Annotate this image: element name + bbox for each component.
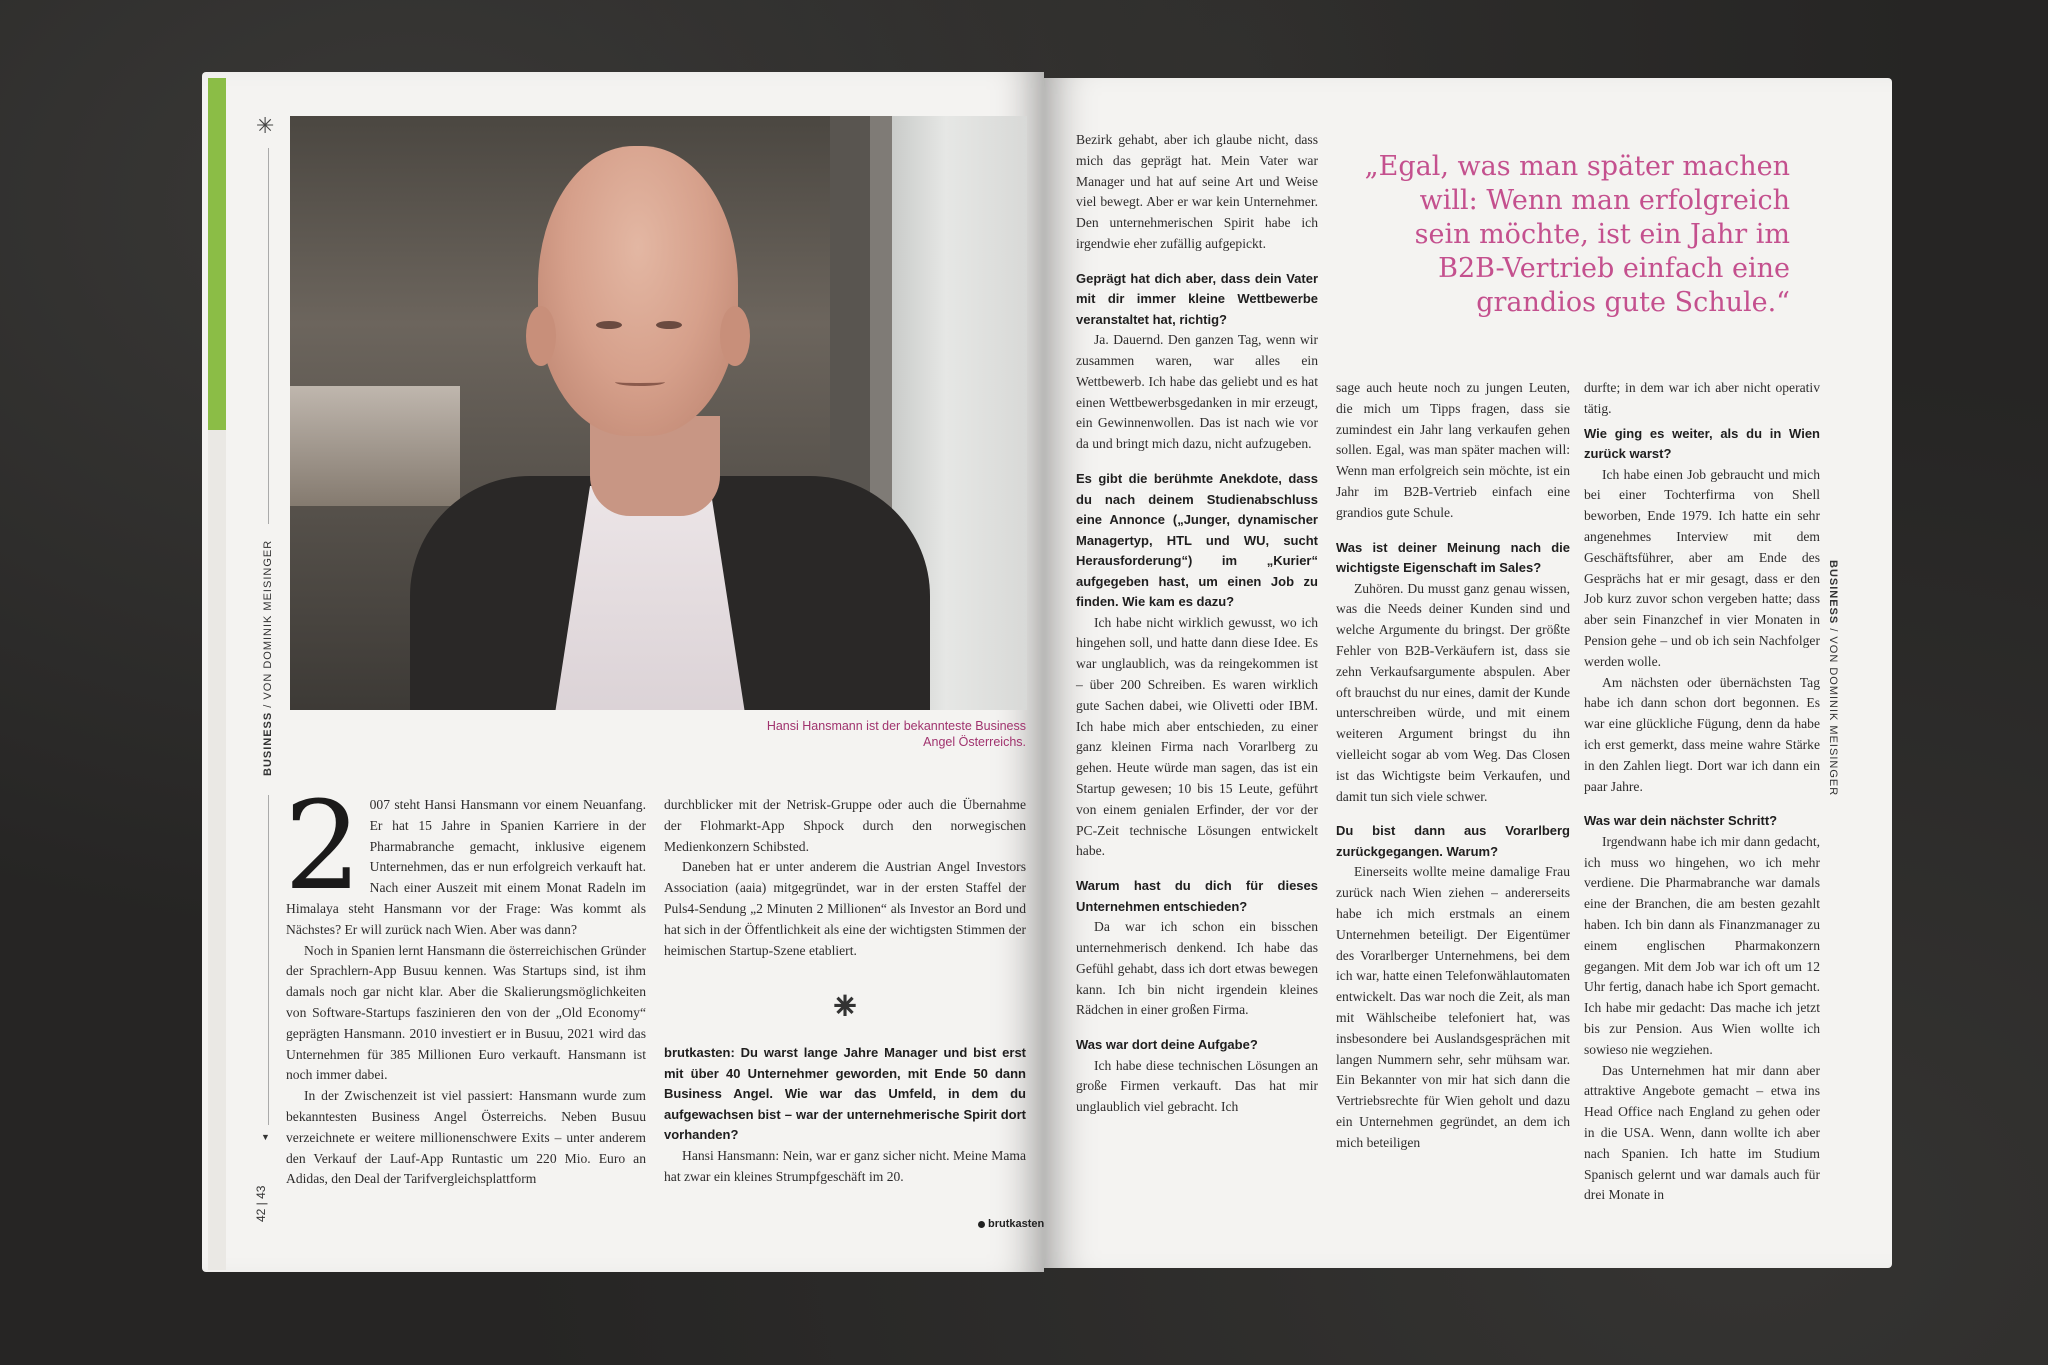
interview-question: Es gibt die berühmte Anekdote, dass du nach deinem Studienabschluss eine Annonce („Junger, dynamischer Managertyp, HTL und WU, sucht Herausforderung“) im „Kurier“ aufgegeben hast, um einen Job zu finden. Wie kam es dazu? bbox=[1076, 471, 1318, 610]
asterisk-icon: ✳ bbox=[256, 114, 275, 139]
paragraph: 007 steht Hansi Hansmann vor einem Neuanfang. Er hat 15 Jahre in Spanien Karriere in der Pharmabranche gemacht, inklusive eigenem Unternehmen, das er nun erfolgreich verkauft hat. Nach einer Auszeit mit einem Monat Radeln im Himalaya steht Hansmann vor der Frage: Was kommt als Nächstes? Er will zurück nach Wien. Aber was dann? bbox=[286, 797, 646, 937]
page-edge-strip bbox=[208, 430, 226, 1270]
triangle-icon: ▼ bbox=[261, 1132, 270, 1142]
section-label-right bbox=[1827, 560, 1839, 796]
paragraph: Zuhören. Du musst ganz genau wissen, was die Needs deiner Kunden sind und welche Argumente du bringst. Der größte Fehler von B2B-Verkäufern ist, dass sie zehn Verkaufsargumente abspulen. Aber oft brauchst du nur eines, damit der Kunde unterschreiben würde, und mit einem weiteren Argument bringst du ihn vielleicht sogar ab vom Weg. Das Closen ist das Wichtigste beim Verkaufen, und damit tun sich viele schwer. bbox=[1336, 580, 1570, 804]
article-column-3 bbox=[1076, 130, 1318, 1118]
section-label-left bbox=[262, 540, 274, 776]
author-name: / VON DOMINIK MEISINGER bbox=[262, 539, 274, 708]
paragraph: Das Unternehmen hat mir dann aber attraktive Angebote gemacht – etwa ins Head Office nach England zu gehen oder in die USA. Wenn, dann wollte ich aber nach Spanien. Ich hatte im Studium Spanisch gelernt und war damals auch für drei Monate in bbox=[1584, 1062, 1820, 1203]
article-column-1 bbox=[284, 775, 646, 1190]
paragraph: Daneben hat er unter anderem die Austrian Angel Investors Association (aaia) mitgegründet, war in der ersten Staffel der Puls4-Sendung „2 Minuten 2 Millionen“ als Investor an Bord und hat sich in der Öffentlichkeit als eine der wichtigsten Stimmen der heimischen Startup-Szene etabliert. bbox=[664, 859, 1026, 958]
interview-question: Du bist dann aus Vorarlberg zurückgegangen. Warum? bbox=[1336, 823, 1570, 859]
green-edge-tab bbox=[208, 78, 226, 430]
page-number: 42 | 43 bbox=[254, 1185, 268, 1222]
vertical-rule bbox=[268, 795, 269, 1125]
photo-caption: Hansi Hansmann ist der bekannteste Business Angel Österreichs. bbox=[766, 719, 1026, 749]
paragraph: sage auch heute noch zu jungen Leuten, die mich um Tipps fragen, dass sie zumindest ein Jahr lang verkaufen gehen sollen. Egal, was man später machen will: Wenn man erfolgreich sein möchte, ist ein Jahr im B2B-Vertrieb einfach eine grandios gute Schule. bbox=[1336, 380, 1570, 520]
author-name: / VON DOMINIK MEISINGER bbox=[1827, 628, 1839, 797]
drop-cap: 2 bbox=[284, 775, 362, 917]
section-name: BUSINESS bbox=[262, 711, 274, 776]
interview-question: brutkasten: Du warst lange Jahre Manager und bist erst mit über 40 Unternehmer geworden, mit Ende 50 dann Business Angel. Wie war das Umfeld, in dem du aufgewachsen bist – war der unternehmerische Spirit dort vorhanden? bbox=[664, 1045, 1026, 1143]
paragraph: Einerseits wollte meine damalige Frau zurück nach Wien ziehen – andererseits habe ich mich erstmals an einem Unternehmen beteiligt. Der Eigentümer des Vorarlberger Unternehmens, bei dem ich war, hatte einen Telefonwählautomaten entwickelt. Das war noch die Zeit, als man mit Wählscheibe telefoniert hat, was insbesondere bei Auslandsgesprächen mit langen Nummern sehr, sehr mühsam war. Ein Bekannter von mir hat sich dann die Vertriebsrechte für Wien geholt und dazu ein Unternehmen gegründet, an dem ich mich beteiligen bbox=[1336, 864, 1570, 1150]
separator-asterisk-icon: ⁕ bbox=[828, 984, 862, 1031]
paragraph: Ich habe einen Job gebraucht und mich bei einer Tochterfirma von Shell beworben, Ende 1979. Ich hatte ein sehr angenehmes Interview mit dem Geschäftsführer, aber am Ende des Gesprächs hat er mir gesagt, dass er den Job kurz zuvor schon vergeben hatte; dass aber sein Finanzchef in vier Monaten in Pension gehe – und ob ich sein Nachfolger werden wolle. bbox=[1584, 466, 1820, 669]
interview-question: Geprägt hat dich aber, dass dein Vater mit dir immer kleine Wettbewerbe veranstaltet hat, richtig? bbox=[1076, 270, 1318, 327]
paragraph: Am nächsten oder übernächsten Tag habe ich dann schon dort begonnen. Es war eine glückliche Fügung, denn da habe ich erst gemerkt, dass meine wahre Stärke in den Zahlen liegt. Dort war ich dann ein paar Jahre. bbox=[1584, 674, 1820, 794]
paragraph: In der Zwischenzeit ist viel passiert: Hansmann wurde zum bekanntesten Business Angel Österreichs. Neben Busuu verzeichnete er weitere millionenschwere Exits – unter anderem den Verkauf der Lauf-App Runtastic um 220 Mio. Euro an Adidas, den Deal der Tarifvergleichsplattform bbox=[286, 1088, 646, 1187]
brand-dot-icon bbox=[978, 1221, 985, 1228]
interview-question: Warum hast du dich für dieses Unternehmen entschieden? bbox=[1076, 878, 1318, 914]
article-column-4 bbox=[1336, 378, 1570, 1154]
vertical-rule bbox=[268, 148, 269, 524]
paragraph: Hansi Hansmann: Nein, war er ganz sicher nicht. Meine Mama hat zwar ein kleines Strumpfgeschäft im 20. bbox=[664, 1147, 1026, 1184]
paragraph: Bezirk gehabt, aber ich glaube nicht, dass mich das geprägt hat. Mein Vater war Manager und hat auf seine Art und Weise viel bewegt. Aber er war kein Unternehmer. Den unternehmerischen Spirit habe ich irgendwie eher zufällig aufgepickt. bbox=[1076, 132, 1318, 251]
interview-question: Was ist deiner Meinung nach die wichtigste Eigenschaft im Sales? bbox=[1336, 539, 1570, 576]
interview-question: Wie ging es weiter, als du in Wien zurück warst? bbox=[1584, 425, 1820, 462]
paragraph: Ich habe diese technischen Lösungen an große Firmen verkauft. Das hat mir unglaublich viel gebracht. Ich bbox=[1076, 1057, 1318, 1115]
paragraph: Ja. Dauernd. Den ganzen Tag, wenn wir zusammen waren, war alles ein Wettbewerb. Ich habe das geliebt und es hat einen Wettbewerbsgedanken in mir erzeugt, ein Gewinnenwollen. Das ist nach wie vor da und bringt mich dazu, nicht aufzugeben. bbox=[1076, 332, 1318, 452]
interview-question: Was war dort deine Aufgabe? bbox=[1076, 1037, 1258, 1053]
interview-question: Was war dein nächster Schritt? bbox=[1584, 813, 1778, 829]
paragraph: Da war ich schon ein bisschen unternehmerisch denkend. Ich habe das Gefühl gehabt, dass ich dort etwas bewegen kann. Ich bin nicht irgendein kleines Rädchen in einer großen Firma. bbox=[1076, 919, 1318, 1018]
article-column-2 bbox=[664, 795, 1026, 1187]
brand-logo: brutkasten bbox=[978, 1218, 1044, 1230]
section-name: BUSINESS bbox=[1827, 560, 1839, 625]
paragraph: durchblicker mit der Netrisk-Gruppe oder auch die Übernahme der Flohmarkt-App Shpock durch den norwegischen Medienkonzern Schibsted. bbox=[664, 797, 1026, 854]
article-column-5 bbox=[1584, 378, 1820, 1206]
paragraph: Ich habe nicht wirklich gewusst, wo ich hingehen soll, und hatte dann diese Idee. Es war unglaublich, was da reingekommen ist – über 200 Schreiben. Es waren wirklich gute Sachen dabei, wie Olivetti oder IBM. Ich habe mich aber entschieden, zu einer ganz kleinen Firma nach Vorarlberg zu gehen. Heute würde man sagen, das ist ein Startup gewesen; 10 bis 15 Leute, geführt von einem genialen Erfinder, der vor der PC-Zeit technische Lösungen entwickelt habe. bbox=[1076, 614, 1318, 859]
pull-quote: „Egal, was man später machen will: Wenn man erfolgreich sein möchte, ist ein Jahr im B2B-Vertrieb einfach eine grandios gute Schule.“ bbox=[1364, 151, 1790, 318]
paragraph: Irgendwann habe ich mir dann gedacht, ich muss wo hingehen, wo ich mehr verdiene. Die Pharmabranche war damals eine der Branchen, die am besten gezahlt haben. Ich bin dann als Finanzmanager zu einem englischen Pharmakonzern gegangen. Mit dem Job war ich oft um 12 Uhr fertig, danach habe ich Sport gemacht. Ich habe mir gedacht: Das mache ich jetzt bis zur Pension. Aus Wien wollte ich sowieso nie wegziehen. bbox=[1584, 833, 1820, 1057]
paragraph: Noch in Spanien lernt Hansmann die österreichischen Gründer der Sprachlern-App Busuu kennen. Was Startups sind, ist ihm damals noch gar nicht klar. Aber die Skalierungsmöglichkeiten von Software-Startups faszinieren den von der „Old Economy“ geprägten Hansmann. 2010 investiert er in Busuu, 2021 wird das Unternehmen für 385 Millionen Euro verkauft. Hansmann ist noch immer dabei. bbox=[286, 942, 646, 1083]
portrait-photo bbox=[290, 116, 1027, 710]
paragraph: durfte; in dem war ich aber nicht operativ tätig. bbox=[1584, 380, 1820, 416]
